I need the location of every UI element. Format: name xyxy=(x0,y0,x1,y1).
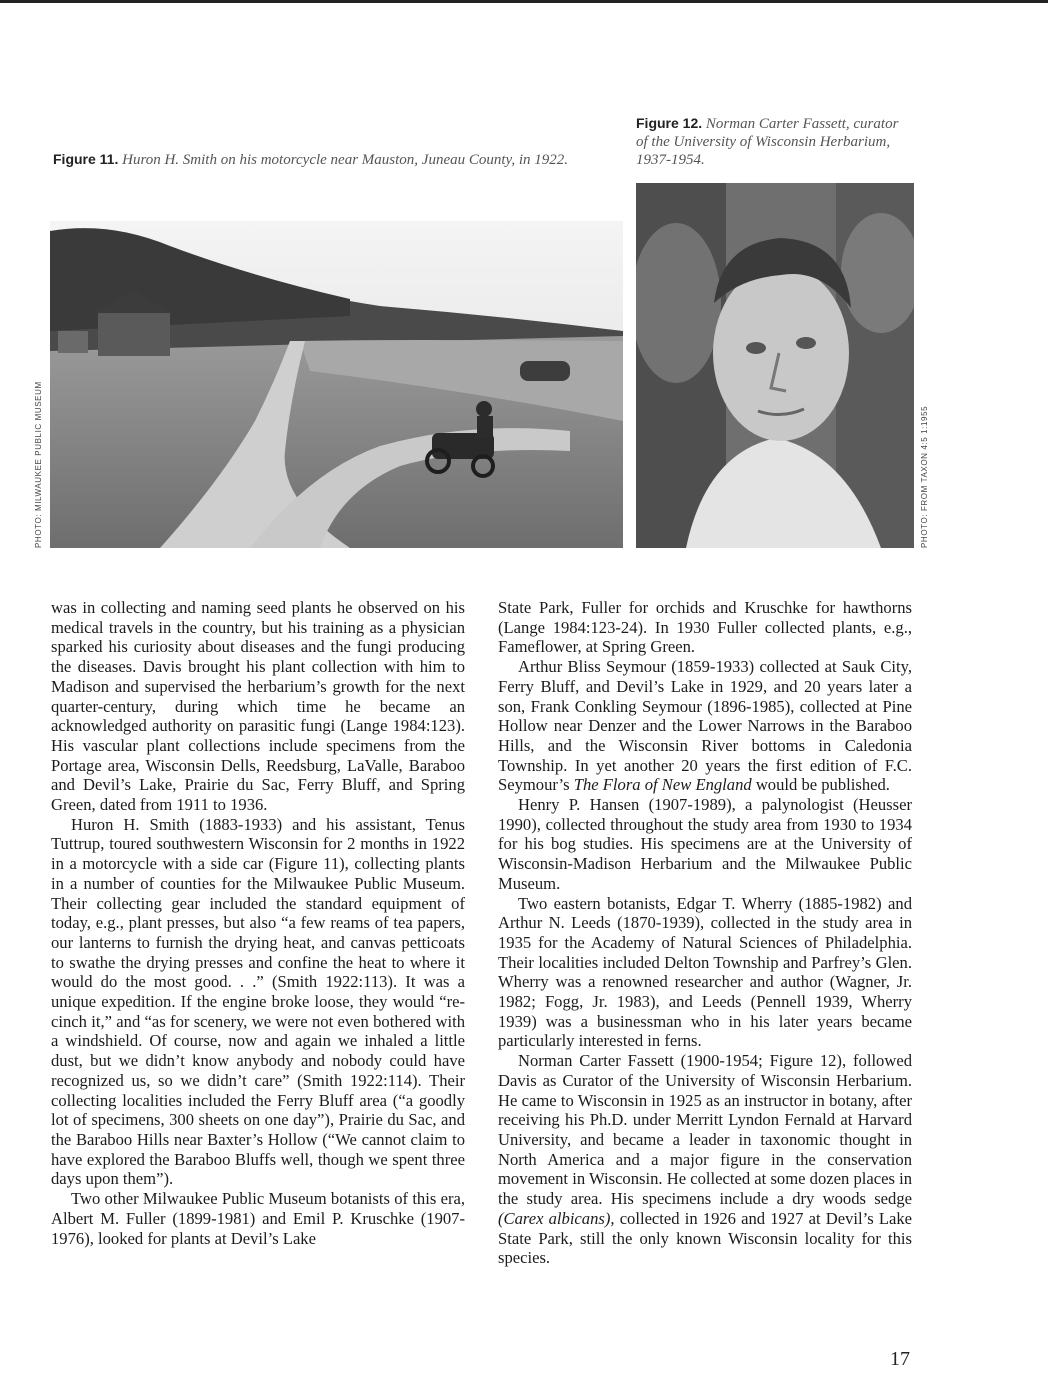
top-rule xyxy=(0,0,1048,3)
figure-12-caption xyxy=(636,114,906,169)
page-number: 17 xyxy=(890,1348,910,1370)
paragraph: Norman Carter Fassett (1900-1954; Figure 12), followed Davis as Curator of the University of Wisconsin Herbarium. He came to Wisconsin in 1925 as an instructor in botany, after receiving his Ph.D. under Merritt Lyndon Fernald at Harvard University, and became a leader in taxonomic thought in North America and a major figure in the conservation movement in Wisconsin. He collected at some dozen places in the study area. His specimens include a dry woods sedge (Carex albicans), collected in 1926 and 1927 at Devil’s Lake State Park, still the only known Wisconsin locality for this species. xyxy=(498,1051,912,1268)
figure-12-photo-credit: PHOTO: FROM TAXON 4:5 1:1955 xyxy=(920,405,929,548)
paragraph: Henry P. Hansen (1907-1989), a palynologist (Heusser 1990), collected throughout the study area from 1930 to 1934 for his bog studies. His specimens are at the University of Wisconsin-Madison Herbarium and the Milwaukee Public Museum. xyxy=(498,795,912,893)
species-name: (Carex albicans), xyxy=(498,1208,615,1228)
book-title: The Flora of New England xyxy=(573,775,752,795)
figure-11-label: Figure 11. xyxy=(53,151,119,167)
figure-11-photo-credit: PHOTO: MILWAUKEE PUBLIC MUSEUM xyxy=(34,381,43,548)
left-text-column xyxy=(51,598,465,1248)
figure-11-caption xyxy=(53,150,623,169)
figure-12-label: Figure 12. xyxy=(636,115,703,131)
figure-11-photo xyxy=(50,221,623,548)
paragraph: State Park, Fuller for orchids and Kruschke for hawthorns (Lange 1984:123-24). In 1930 Fuller collected plants, e.g., Fameflower, at Spring Green. xyxy=(498,598,912,657)
right-text-column xyxy=(498,598,912,1268)
figure-12-photo xyxy=(636,183,914,548)
paragraph: was in collecting and naming seed plants he observed on his medical travels in the country, but his training as a physician sparked his curiosity about diseases and the fungi producing the diseases. Davis brought his plant collection with him to Madison and supervised the herbarium’s growth for the next quarter-century, during which time he became an acknowledged authority on parasitic fungi (Lange 1984:123). His vascular plant collections include specimens from the Portage area, Wisconsin Dells, Reedsburg, LaValle, Baraboo and Devil’s Lake, Prairie du Sac, Ferry Bluff, and Spring Green, dated from 1911 to 1936. xyxy=(51,598,465,815)
paragraph: Arthur Bliss Seymour (1859-1933) collected at Sauk City, Ferry Bluff, and Devil’s Lake in 1929, and 20 years later a son, Frank Conkling Seymour (1896-1985), collected at Pine Hollow near Denzer and the Lower Narrows in the Baraboo Hills, and the Wisconsin River bottoms in Caledonia Township. In yet another 20 years the first edition of F.C. Seymour’s The Flora of New England would be published. xyxy=(498,657,912,795)
paragraph: Two eastern botanists, Edgar T. Wherry (1885-1982) and Arthur N. Leeds (1870-1939), collected in the study area in 1935 for the Academy of Natural Sciences of Philadelphia. Their localities included Delton Township and Parfrey’s Glen. Wherry was a renowned researcher and author (Wagner, Jr. 1982; Fogg, Jr. 1983), and Leeds (Pennell 1939, Wherry 1939) was a businessman who in his later years became particularly interested in ferns. xyxy=(498,893,912,1051)
paragraph: Two other Milwaukee Public Museum botanists of this era, Albert M. Fuller (1899-1981) and Emil P. Kruschke (1907-1976), looked for plants at Devil’s Lake xyxy=(51,1189,465,1248)
figure-11-caption-text: Huron H. Smith on his motorcycle near Mauston, Juneau County, in 1922. xyxy=(122,152,569,168)
paragraph: Huron H. Smith (1883-1933) and his assistant, Tenus Tuttrup, toured southwestern Wisconsin for 2 months in 1922 in a motorcycle with a side car (Figure 11), collecting plants in a number of counties for the Milwaukee Public Museum. Their collecting gear included the standard equipment of today, e.g., plant presses, but also “a few reams of tea papers, our lanterns to furnish the drying heat, and canvas petticoats to swathe the drying presses and confine the heat to where it would do the most good. . .” (Smith 1922:113). It was a unique expedition. If the engine broke loose, they would “re-cinch it,” and “as for scenery, we were not even bothered with a windshield. Of course, now and again we inhaled a little dust, but we didn’t know anybody and nobody could have recognized us, so we didn’t care” (Smith 1922:114). Their collecting localities included the Ferry Bluff area (“a goodly lot of specimens, 300 sheets on one day”), Prairie du Sac, and the Baraboo Hills near Baxter’s Hollow (“We cannot claim to have explored the Baraboo Bluffs well, though we spent three days upon them”). xyxy=(51,814,465,1189)
figure-12-caption-text: Norman Carter Fassett, curator of the University of Wisconsin Herbarium, 1937-1954. xyxy=(636,116,899,168)
